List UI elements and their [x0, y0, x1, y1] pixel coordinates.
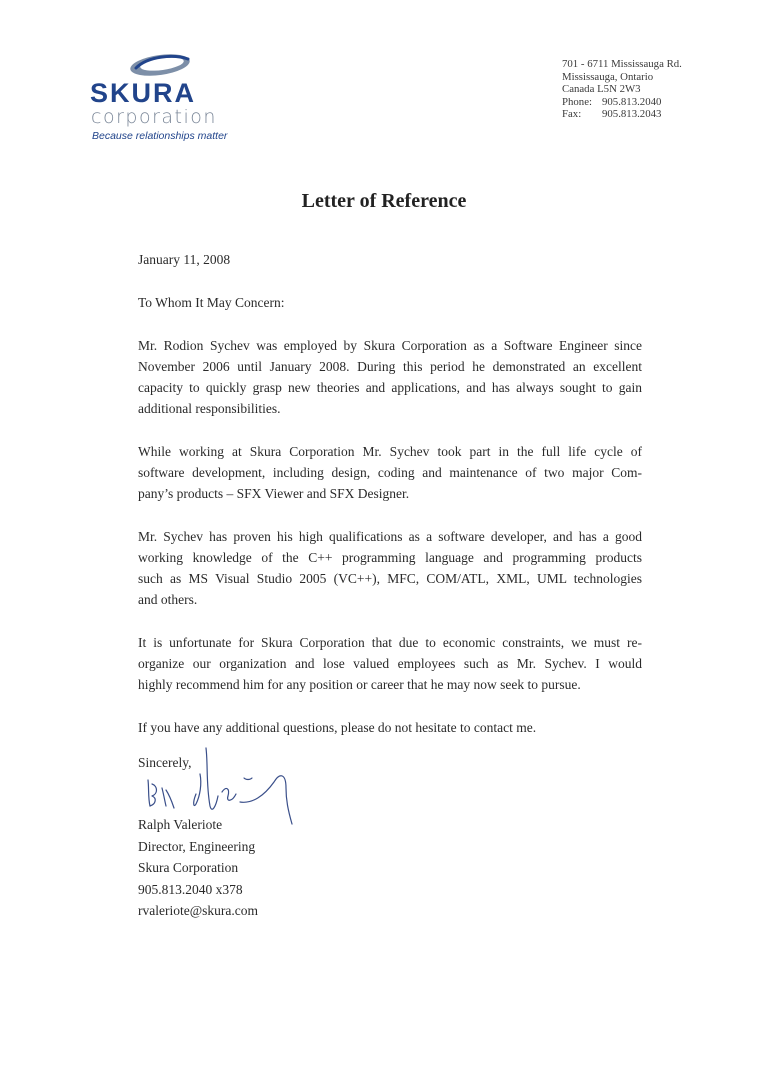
- paragraph-line: November 2006 until January 2008. During this period he demonstrated an excellent: [138, 359, 642, 374]
- closing: Sincerely,: [138, 755, 192, 770]
- salutation: To Whom It May Concern:: [138, 295, 285, 310]
- paragraph-5: [138, 717, 642, 738]
- paragraph-line: organize our organization and lose valued employees such as Mr. Sychev. I would: [138, 656, 642, 671]
- company-logo-sub: corporation: [91, 106, 217, 128]
- paragraph-line: working knowledge of the C++ programming language and programming products: [138, 550, 642, 565]
- paragraph-1: [138, 335, 642, 419]
- letter-date: January 11, 2008: [138, 252, 231, 267]
- paragraph-line: It is unfortunate for Skura Corporation that due to economic constraints, we must re-: [138, 635, 642, 650]
- signer-email: rvaleriote@skura.com: [138, 903, 259, 918]
- fax-label: Fax:: [562, 108, 582, 121]
- phone-label: Phone:: [562, 95, 592, 108]
- paragraph-4: [138, 632, 642, 695]
- company-tagline: Because relationships matter: [92, 130, 228, 142]
- signer-name: Ralph Valeriote: [138, 817, 223, 832]
- address-line-3: Canada L5N 2W3: [562, 83, 641, 96]
- address-line-2: Mississauga, Ontario: [562, 70, 654, 83]
- paragraph-line: capacity to quickly grasp new theories and applications, and has always sought to gain: [138, 380, 642, 395]
- paragraph-line: software development, including design, coding and maintenance of two major Com-: [138, 465, 642, 480]
- paragraph-line: If you have any additional questions, please do not hesitate to contact me.: [138, 720, 537, 735]
- paragraph-line: highly recommend him for any position or career that he may now seek to pursue.: [138, 677, 581, 692]
- company-logo: [88, 52, 238, 147]
- paragraph-3: [138, 526, 642, 610]
- paragraph-line: such as MS Visual Studio 2005 (VC++), MFC, COM/ATL, XML, UML technologies: [138, 571, 642, 586]
- company-address: [562, 58, 682, 121]
- signer-company: Skura Corporation: [138, 860, 239, 875]
- paragraph-line: additional responsibilities.: [138, 401, 281, 416]
- fax-number: 905.813.2043: [602, 108, 662, 121]
- paragraph-line: and others.: [138, 592, 198, 607]
- paragraph-2: [138, 441, 642, 504]
- letter-title: Letter of Reference: [301, 190, 467, 212]
- address-fax: [562, 108, 682, 121]
- phone-number: 905.813.2040: [602, 95, 662, 108]
- signer-phone: 905.813.2040 x378: [138, 881, 243, 897]
- paragraph-line: Mr. Rodion Sychev was employed by Skura Corporation as a Software Engineer since: [138, 338, 642, 353]
- address-line-1: 701 - 6711 Mississauga Rd.: [562, 58, 682, 70]
- paragraph-line: pany’s products – SFX Viewer and SFX Designer.: [138, 486, 410, 501]
- letter-body: [138, 249, 642, 738]
- signer-block: [138, 814, 258, 922]
- address-phone: [562, 96, 682, 109]
- paragraph-line: Mr. Sychev has proven his high qualifications as a software developer, and has a good: [138, 529, 642, 544]
- paragraph-line: While working at Skura Corporation Mr. Sychev took part in the full life cycle of: [138, 444, 642, 459]
- logo-swoosh-icon: [126, 52, 192, 78]
- signer-position: Director, Engineering: [138, 838, 256, 854]
- company-logo-name: SKURA: [90, 78, 197, 108]
